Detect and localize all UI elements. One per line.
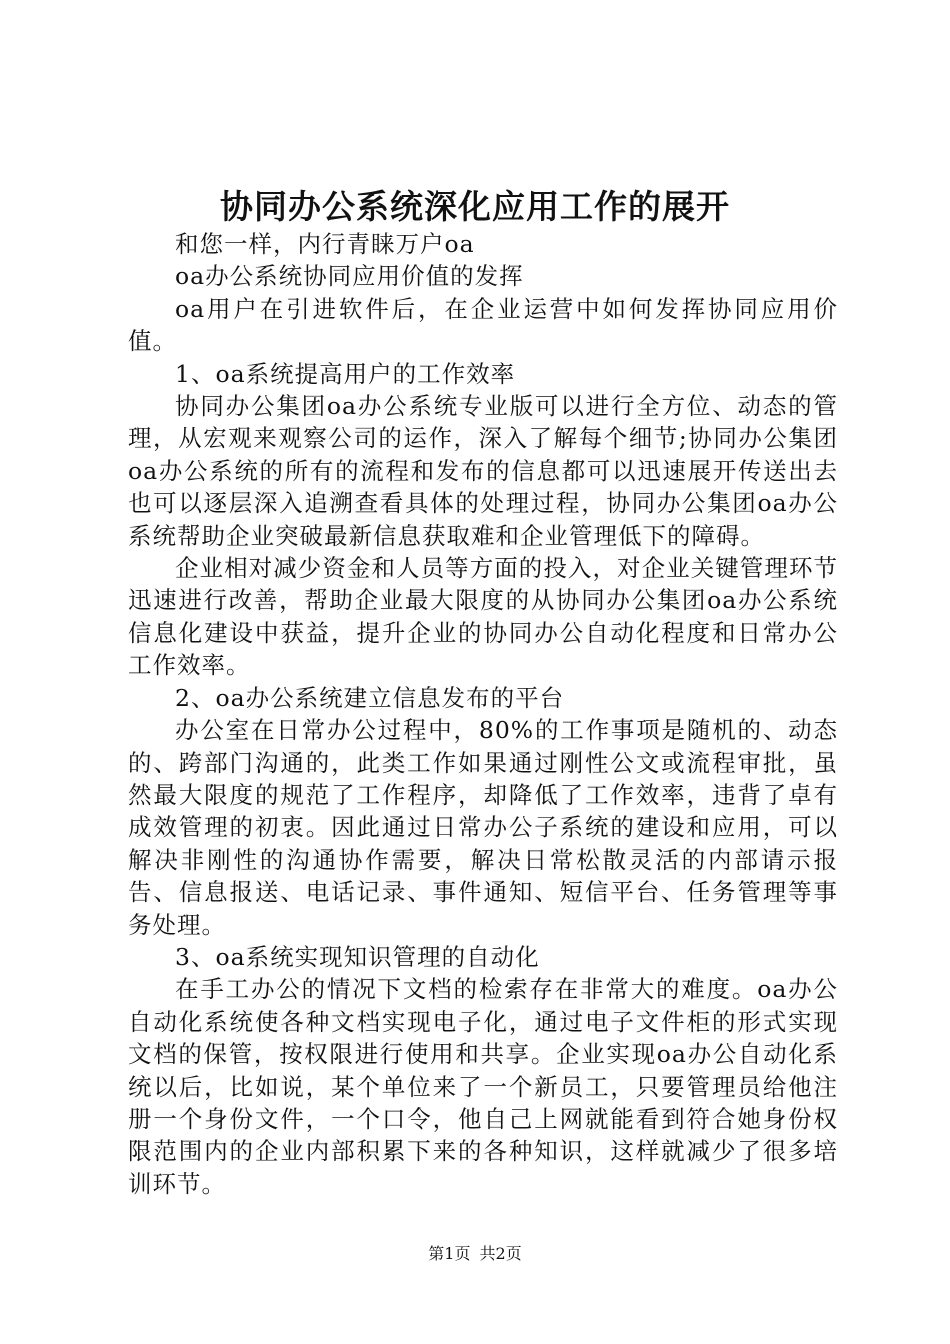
paragraph-intro: 和您一样，内行青睐万户oa [175, 230, 475, 258]
paragraph-body: 企业相对减少资金和人员等方面的投入，对企业关键管理环节迅速进行改善，帮助企业最大限度的从协同办公集团oa办公系统信息化建设中获益，提升企业的协同办公自动化程度和日常办公工作效率。 [128, 554, 838, 680]
paragraph-subtitle: oa办公系统协同应用价值的发挥 [175, 262, 524, 291]
section-heading-1: 1、oa系统提高用户的工作效率 [175, 359, 516, 388]
section-heading-3: 3、oa系统实现知识管理的自动化 [175, 942, 540, 971]
page-total: 共2页 [479, 1244, 522, 1263]
document-title: 协同办公系统深化应用工作的展开 [220, 187, 730, 226]
paragraph-body: 在手工办公的情况下文档的检索存在非常大的难度。oa办公自动化系统使各种文档实现电子化，通过电子文件柜的形式实现文档的保管，按权限进行使用和共享。企业实现oa办公自动化系统以后，比如说，某个单位来了一个新员工，只要管理员给他注册一个身份文件，一个口令，他自己上网就能看到符合她身份权限范围内的企业内部积累下来的各种知识，这样就减少了很多培训环节。 [128, 975, 838, 1198]
document-body [128, 228, 838, 1200]
section-heading-2: 2、oa办公系统建立信息发布的平台 [175, 683, 565, 712]
paragraph-body: 办公室在日常办公过程中，80%的工作事项是随机的、动态的、跨部门沟通的，此类工作如果通过刚性公文或流程审批，虽然最大限度的规范了工作程序，却降低了工作效率，违背了卓有成效管理的初衷。因此通过日常办公子系统的建设和应用，可以解决非刚性的沟通协作需要，解决日常松散灵活的内部请示报告、信息报送、电话记录、事件通知、短信平台、任务管理等事务处理。 [128, 716, 838, 939]
page-number: 第1页 [428, 1244, 471, 1263]
page-footer [0, 1244, 950, 1264]
paragraph-question: oa用户在引进软件后，在企业运营中如何发挥协同应用价值。 [128, 294, 838, 356]
paragraph-body: 协同办公集团oa办公系统专业版可以进行全方位、动态的管理，从宏观来观察公司的运作，深入了解每个细节;协同办公集团oa办公系统的所有的流程和发布的信息都可以迅速展开传送出去也可以逐层深入追溯查看具体的处理过程，协同办公集团oa办公系统帮助企业突破最新信息获取难和企业管理低下的障碍。 [128, 392, 838, 550]
